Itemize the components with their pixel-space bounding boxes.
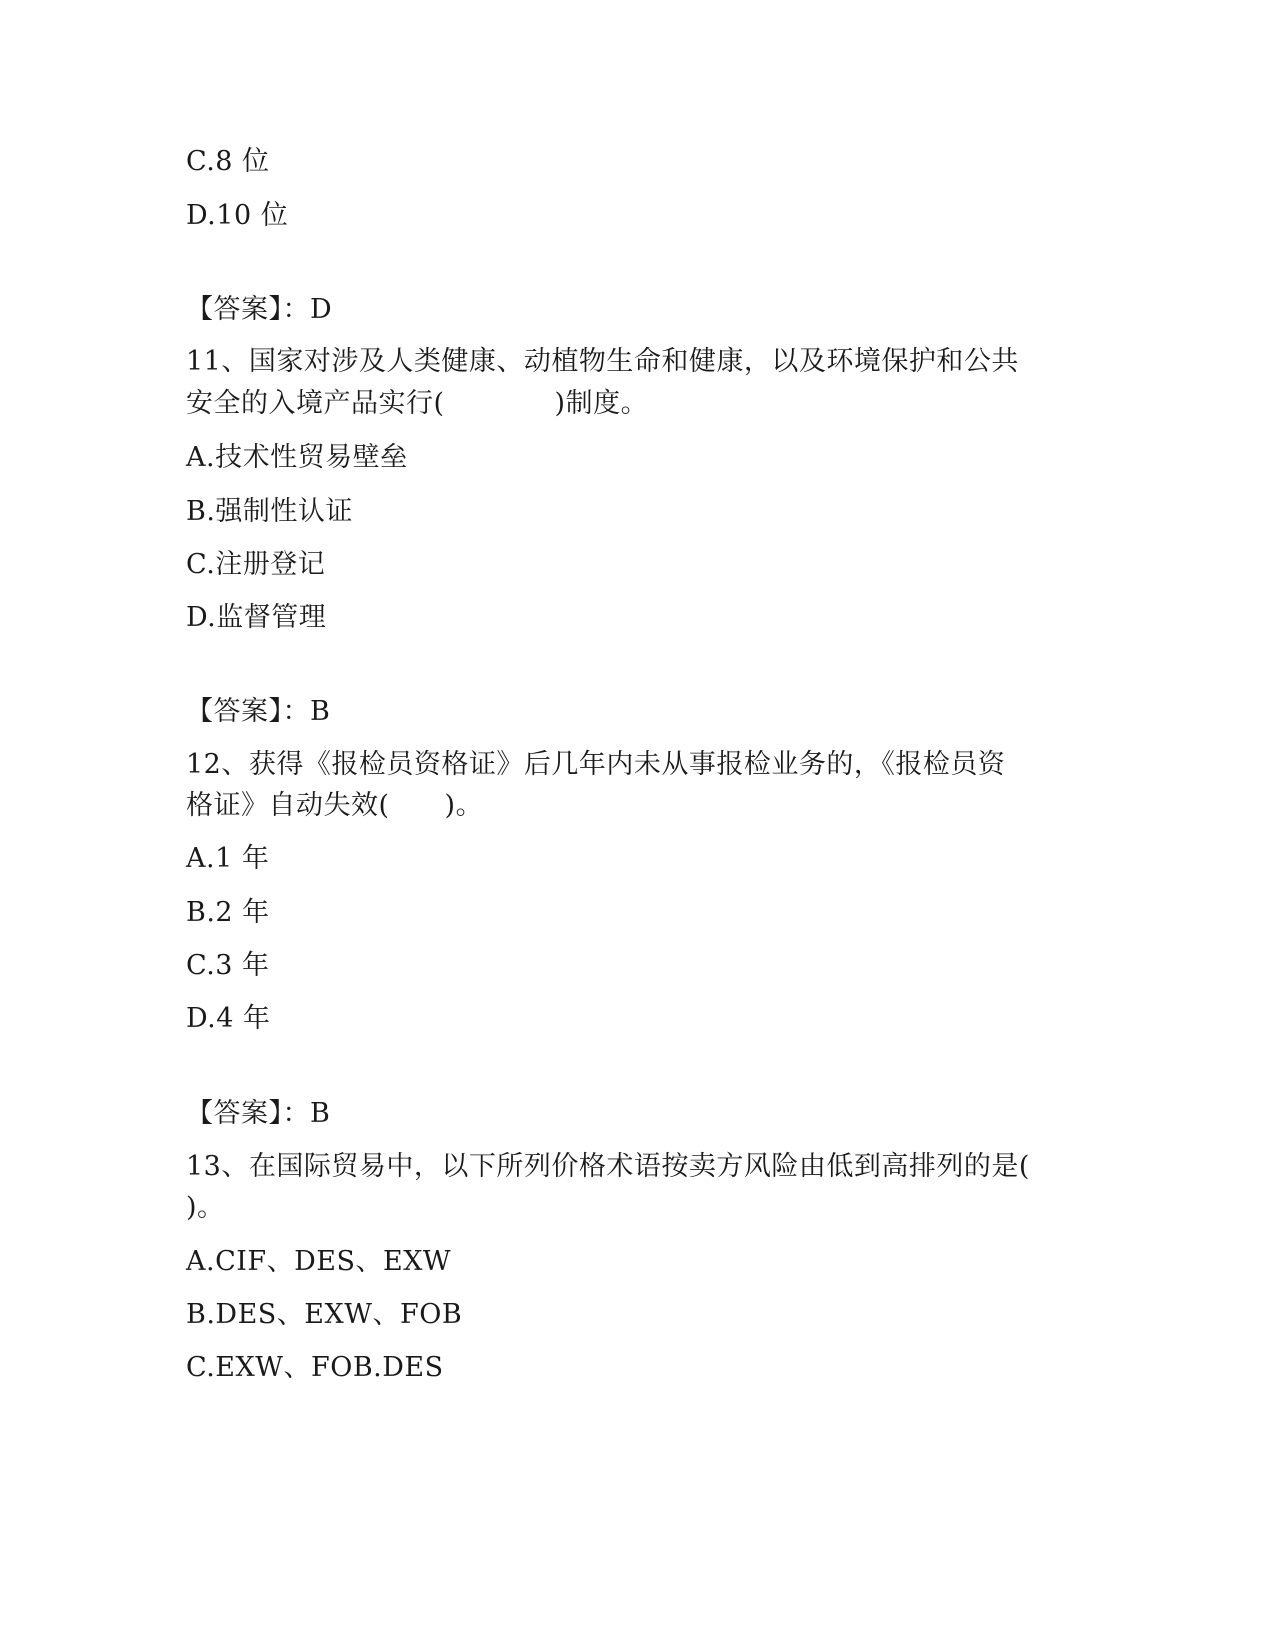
question-11-stem-line-1: 11、国家对涉及人类健康、动植物生命和健康，以及环境保护和公共 [186,346,1019,377]
question-11-option-b: B.强制性认证 [186,496,353,527]
question-11-stem-line-2: 安全的入境产品实行( )制度。 [186,388,649,419]
question-11-option-d: D.监督管理 [186,602,327,633]
option-c: C.8 位 [186,146,270,177]
answer-line: 【答案】：D [186,294,333,325]
question-12-option-d: D.4 年 [186,1003,271,1034]
question-13-option-b: B.DES、EXW、FOB [186,1299,463,1330]
question-13-option-a: A.CIF、DES、EXW [186,1246,452,1277]
question-11-answer: 【答案】：B [186,696,331,727]
question-13-stem-line-2: )。 [186,1192,225,1223]
question-12-stem-line-1: 12、获得《报检员资格证》后几年内未从事报检业务的，《报检员资 [186,749,1006,780]
option-d: D.10 位 [186,200,289,231]
question-12-option-b: B.2 年 [186,897,270,928]
question-12-option-a: A.1 年 [186,843,270,874]
question-12-stem-line-2: 格证》自动失效( )。 [186,790,484,821]
question-12-option-c: C.3 年 [186,950,270,981]
question-11-option-a: A.技术性贸易壁垒 [186,442,408,473]
question-13-stem-line-1: 13、在国际贸易中，以下所列价格术语按卖方风险由低到高排列的是( [186,1151,1030,1182]
question-12-answer: 【答案】：B [186,1098,331,1129]
question-11-option-c: C.注册登记 [186,549,326,580]
question-13-option-c: C.EXW、FOB.DES [186,1352,444,1383]
